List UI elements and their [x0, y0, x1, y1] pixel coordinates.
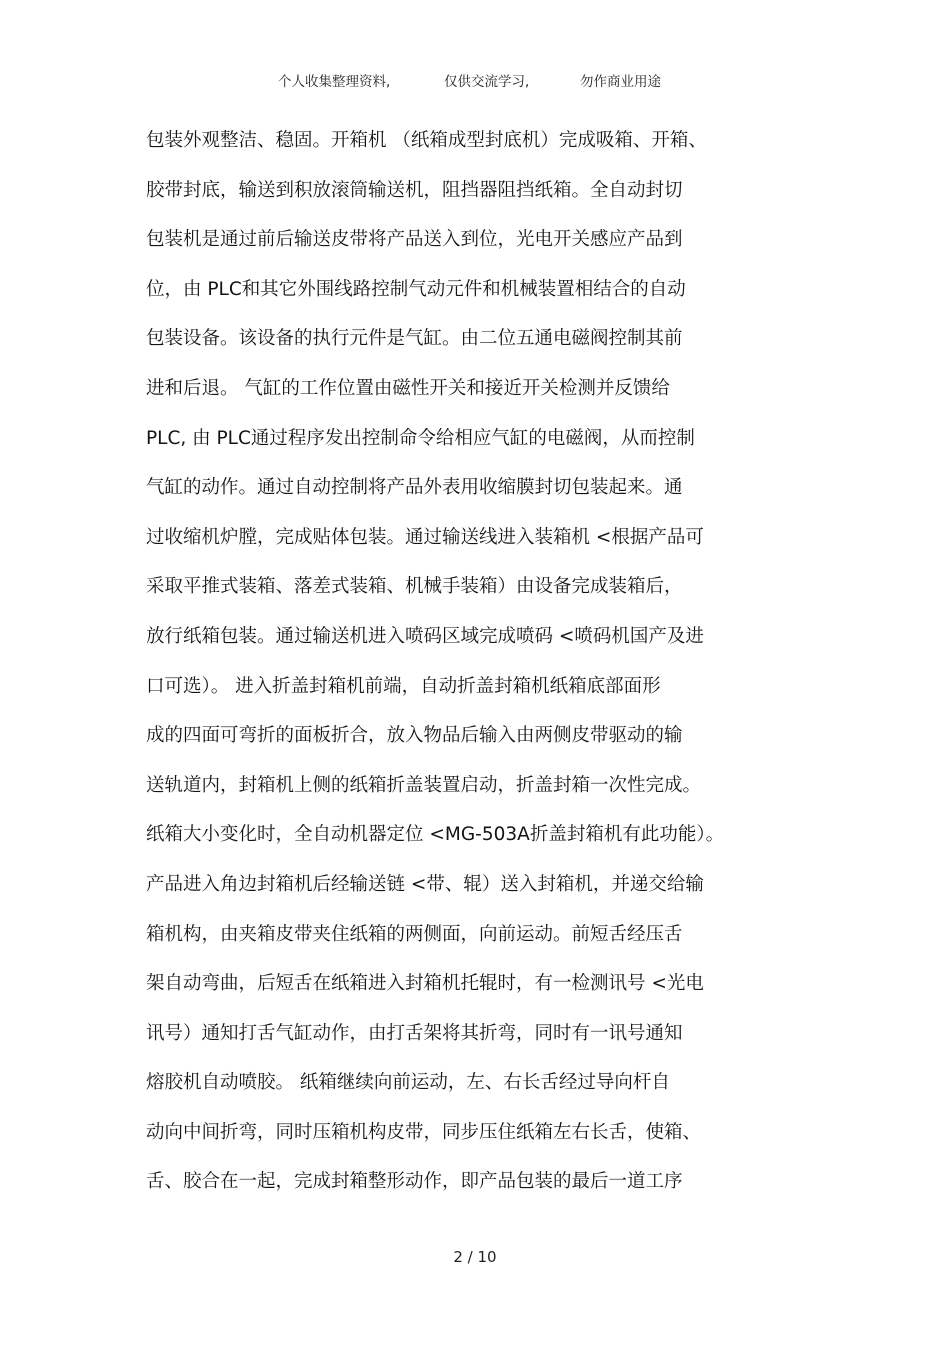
- header-text-3: 勿作商业用途: [580, 74, 661, 90]
- text-line: 舌、胶合在一起，完成封箱整形动作，即产品包装的最后一道工序: [146, 1171, 683, 1193]
- text-line: 箱机构，由夹箱皮带夹住纸箱的两侧面，向前运动。前短舌经压舌: [146, 923, 683, 945]
- text-line: 熔胶机自动喷胶。 纸箱继续向前运动，左、右长舌经过导向杆自: [146, 1072, 670, 1094]
- text-line: 放行纸箱包装。通过输送机进入喷码区域完成喷码 <喷码机国产及进: [146, 625, 704, 647]
- body-text: [146, 122, 826, 1213]
- text-line: 进和后退。 气缸的工作位置由磁性开关和接近开关检测并反馈给: [146, 377, 670, 399]
- text-line: 架自动弯曲，后短舌在纸箱进入封箱机托辊时，有一检测讯号 <光电: [146, 973, 704, 995]
- text-line: 动向中间折弯，同时压箱机构皮带，同步压住纸箱左右长舌，使箱、: [146, 1121, 702, 1143]
- text-line: 过收缩机炉膛，完成贴体包装。通过输送线进入装箱机 <根据产品可: [146, 526, 704, 548]
- text-line: 采取平推式装箱、落差式装箱、机械手装箱）由设备完成装箱后，: [146, 576, 683, 598]
- text-line: 包装外观整洁、稳固。开箱机 （纸箱成型封底机）完成吸箱、开箱、: [146, 130, 707, 151]
- header-text-2: 仅供交流学习,: [444, 74, 530, 90]
- text-line: 气缸的动作。通过自动控制将产品外表用收缩膜封切包装起来。通: [146, 477, 683, 499]
- text-line: 包装机是通过前后输送皮带将产品送入到位，光电开关感应产品到: [146, 229, 683, 251]
- page-number: 2 / 10: [453, 1248, 497, 1266]
- text-line: 送轨道内，封箱机上侧的纸箱折盖装置启动，折盖封箱一次性完成。: [146, 774, 702, 796]
- text-line: PLC, 由 PLC通过程序发出控制命令给相应气缸的电磁阀，从而控制: [146, 427, 695, 449]
- text-line: 包装设备。该设备的执行元件是气缸。由二位五通电磁阀控制其前: [146, 328, 683, 350]
- text-line: 口可选）。 进入折盖封箱机前端，自动折盖封箱机纸箱底部面形: [146, 675, 661, 697]
- text-line: 讯号）通知打舌气缸动作，由打舌架将其折弯，同时有一讯号通知: [146, 1022, 683, 1044]
- text-line: 纸箱大小变化时，全自动机器定位 <MG-503A折盖封箱机有此功能）。: [146, 824, 725, 846]
- text-line: 成的四面可弯折的面板折合，放入物品后输入由两侧皮带驱动的输: [146, 725, 683, 747]
- page-header: [0, 70, 950, 92]
- text-line: 位，由 PLC和其它外围线路控制气动元件和机械装置相结合的自动: [146, 278, 686, 300]
- header-text-1: 个人收集整理资料,: [278, 74, 391, 90]
- text-line: 胶带封底，输送到积放滚筒输送机，阻挡器阻挡纸箱。全自动封切: [146, 179, 683, 201]
- text-line: 产品进入角边封箱机后经输送链 <带、辊）送入封箱机，并递交给输: [146, 873, 704, 895]
